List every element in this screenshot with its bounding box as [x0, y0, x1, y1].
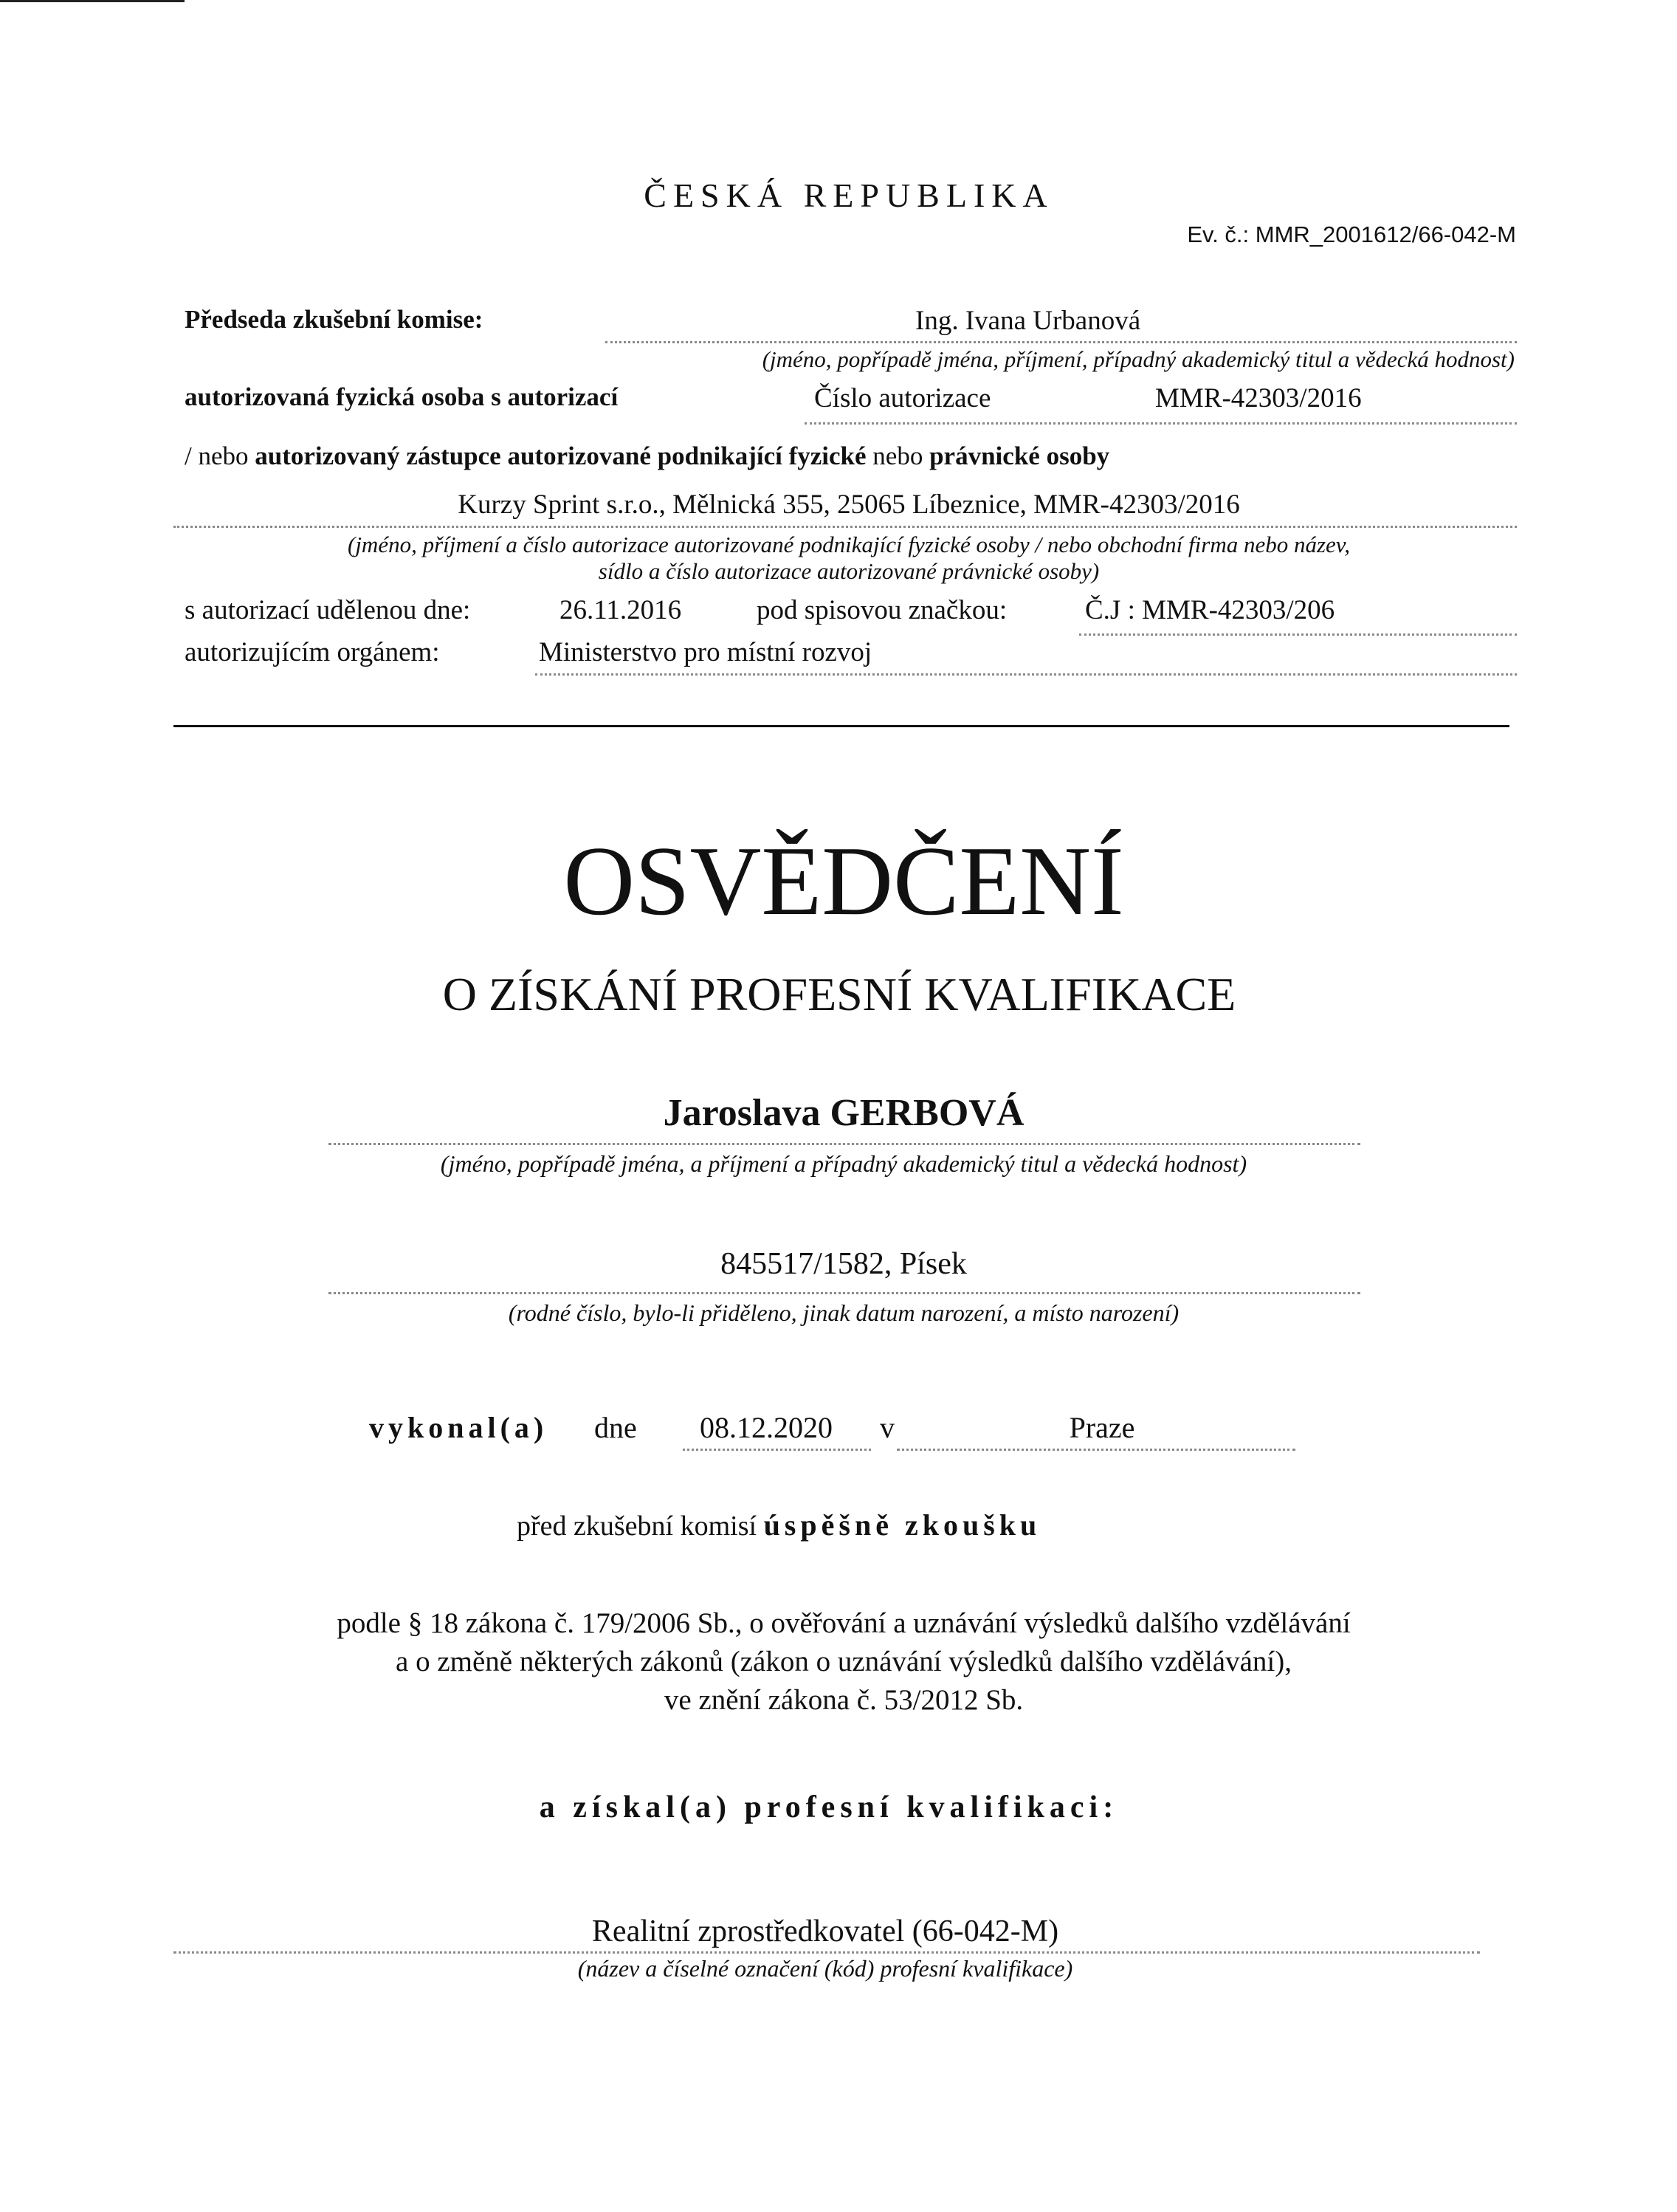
certificate-title: OSVĚDČENÍ	[563, 826, 1124, 935]
company-dotted-line	[173, 526, 1517, 528]
law-line2: a o změně některých zákonů (zákon o uznávání výsledků dalšího vzdělávání),	[396, 1646, 1292, 1677]
representative-label: autorizovaný zástupce autorizované podnikající fyzické	[255, 442, 867, 470]
authority-dotted-line	[535, 673, 1517, 676]
performed-label: vykonal(a)	[369, 1411, 548, 1444]
before-committee: před zkušební komisí	[517, 1511, 757, 1542]
company-caption-line2: sídlo a číslo autorizace autorizované právnické osoby)	[598, 558, 1100, 584]
on-label: dne	[594, 1411, 637, 1444]
file-number-dotted-line	[1079, 633, 1517, 636]
obtained-label: a získal(a) profesní kvalifikaci:	[539, 1790, 1119, 1824]
holder-dotted-line	[328, 1143, 1360, 1145]
exam-date: 08.12.2020	[700, 1411, 833, 1444]
exam-place-dotted-line	[897, 1449, 1295, 1451]
law-line3: ve znění zákona č. 53/2012 Sb.	[664, 1684, 1024, 1716]
chair-caption: (jméno, popřípadě jména, příjmení, případný akademický titul a vědecká hodnost)	[762, 346, 1515, 372]
granted-label: s autorizací udělenou dne:	[185, 595, 471, 625]
chair-label: Předseda zkušební komise:	[185, 305, 483, 334]
scan-edge-line	[0, 0, 185, 2]
authorization-dotted-line	[805, 422, 1517, 425]
exam-date-dotted-line	[683, 1449, 871, 1451]
holder-name: Jaroslava GERBOVÁ	[663, 1092, 1025, 1134]
company-info: Kurzy Sprint s.r.o., Mělnická 355, 25065 Líbeznice, MMR-42303/2016	[458, 490, 1240, 520]
qualification: Realitní zprostředkovatel (66-042-M)	[591, 1914, 1059, 1948]
country-heading: ČESKÁ REPUBLIKA	[644, 176, 1054, 214]
qualification-caption: (název a číselné označení (kód) profesní kvalifikace)	[577, 1955, 1073, 1982]
birth-dotted-line	[328, 1292, 1360, 1294]
authorization-number: MMR-42303/2016	[1155, 383, 1362, 413]
success-line	[517, 1508, 1041, 1542]
file-number-label: pod spisovou značkou:	[757, 595, 1008, 625]
birth-info: 845517/1582, Písek	[720, 1247, 967, 1281]
section-divider	[173, 725, 1509, 727]
authority: Ministerstvo pro místní rozvoj	[539, 637, 872, 667]
in-label: v	[880, 1411, 895, 1444]
legal-person-label: právnické osoby	[929, 442, 1110, 470]
chair-name: Ing. Ivana Urbanová	[915, 306, 1141, 336]
chair-dotted-line	[605, 341, 1517, 343]
company-caption-line1: (jméno, příjmení a číslo autorizace autorizované podnikající fyzické osoby / nebo obchodní firma nebo název,	[347, 532, 1351, 557]
or-prefix: / nebo	[185, 442, 249, 470]
authorized-person-label: autorizovaná fyzická osoba s autorizací	[185, 382, 619, 411]
file-number: Č.J : MMR-42303/206	[1085, 595, 1335, 625]
qualification-dotted-line	[173, 1951, 1480, 1954]
or-word: nebo	[872, 442, 923, 470]
representative-line	[185, 442, 1109, 471]
authority-label: autorizujícím orgánem:	[185, 637, 440, 667]
exam-place: Praze	[1069, 1411, 1135, 1444]
success-exam: úspěšně zkoušku	[763, 1508, 1041, 1542]
granted-date: 26.11.2016	[559, 595, 682, 625]
law-line1: podle § 18 zákona č. 179/2006 Sb., o ověřování a uznávání výsledků dalšího vzdělávání	[337, 1607, 1351, 1639]
certificate-subtitle: O ZÍSKÁNÍ PROFESNÍ KVALIFIKACE	[442, 968, 1236, 1020]
birth-caption: (rodné číslo, bylo-li přiděleno, jinak datum narození, a místo narození)	[508, 1299, 1180, 1326]
evidence-number: Ev. č.: MMR_2001612/66-042-M	[1187, 221, 1516, 247]
authorization-number-label: Číslo autorizace	[814, 383, 991, 413]
holder-caption: (jméno, popřípadě jména, a příjmení a případný akademický titul a vědecká hodnost)	[440, 1150, 1247, 1177]
